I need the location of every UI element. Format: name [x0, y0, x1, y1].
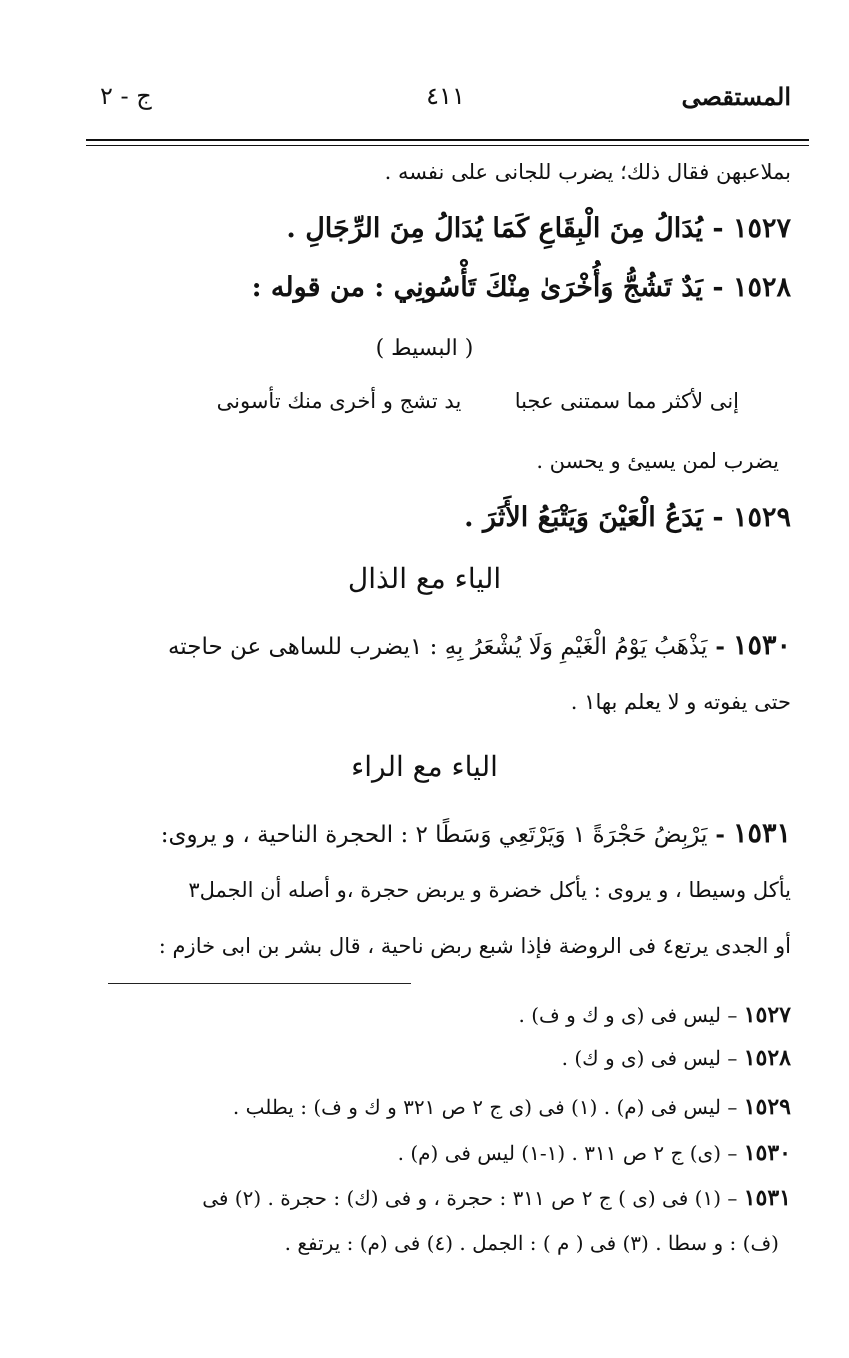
- verse-note: يضرب لمن يسيئ و يحسن .: [536, 449, 779, 473]
- footnote-number: ١٥٣٠: [743, 1140, 791, 1166]
- footnote-text: – ليس فى (م) . (١) فى (ى ج ٢ ص ٣٢١ و ك و ف) : يطلب .: [232, 1095, 738, 1119]
- running-title: المستقصى: [681, 82, 791, 111]
- header-rule-thin: [86, 145, 809, 146]
- entry-1528: [90, 272, 791, 304]
- volume-label: ج - ٢: [100, 82, 152, 110]
- entry-dash: -: [712, 213, 724, 244]
- proverb-text: يَدٌ تَشُجُّ وَأُخْرَىٰ مِنْكَ تَأْسُونِي : من قوله :: [251, 272, 703, 303]
- footnote-1527: [104, 1002, 791, 1028]
- entry-1531: [90, 818, 791, 850]
- meter-label: ( البسيط ): [375, 336, 474, 361]
- entry-1531-line-3: أو الجدى يرتع٤ فى الروضة فإذا شبع ربض ناحية ، قال بشر بن ابى خازم :: [158, 934, 791, 958]
- entry-1529: [90, 502, 791, 534]
- verse-first-hemistich: إنى لأكثر مما سمتنى عجبا: [514, 389, 739, 413]
- entry-dash: -: [712, 502, 724, 533]
- section-heading-ya-ra: الياء مع الراء: [351, 750, 498, 783]
- entry-dash: -: [712, 272, 724, 303]
- footnote-text: – ليس فى (ى و ك و ف) .: [518, 1003, 738, 1027]
- body-line-1: بملاعبهن فقال ذلك؛ يضرب للجانى على نفسه .: [384, 160, 791, 184]
- footnote-separator: [108, 983, 411, 984]
- poem-verse: [150, 389, 739, 414]
- entry-number: ١٥٢٨: [732, 272, 791, 303]
- footnote-1528: [104, 1045, 791, 1071]
- proverb-text: يَرْبِضُ حَجْرَةً ١ وَيَرْتَعِي وَسَطًا ٢ : الحجرة الناحية ، و يروى:: [160, 822, 708, 848]
- entry-1527: [90, 213, 791, 245]
- footnote-1529: [104, 1094, 791, 1120]
- footnote-1531: [104, 1185, 791, 1211]
- proverb-text: يَذْهَبُ يَوْمُ الْغَيْمِ وَلَا يُشْعَرُ بِهِ : ١يضرب للساهى عن حاجته: [167, 634, 708, 660]
- footnote-number: ١٥٢٧: [743, 1002, 791, 1028]
- page-number: ٤١١: [426, 82, 465, 110]
- footnote-1531-continued: [104, 1230, 779, 1256]
- entry-number: ١٥٢٧: [732, 213, 791, 244]
- section-heading-ya-dhal: الياء مع الذال: [347, 562, 502, 595]
- entry-1531-line-2: يأكل وسيطا ، و يروى : يأكل خضرة و يربض حجرة ،و أصله أن الجمل٣: [188, 878, 791, 902]
- footnote-text: (ف) : و سطا . (٣) فى ( م ) : الجمل . (٤) فى (م) : يرتفع .: [284, 1231, 779, 1255]
- entry-dash: -: [715, 821, 725, 848]
- proverb-text: يُدَالُ مِنَ الْبِقَاعِ كَمَا يُدَالُ مِنَ الرِّجَالِ .: [286, 213, 703, 244]
- footnote-number: ١٥٢٨: [743, 1045, 791, 1071]
- footnote-1530: [104, 1140, 791, 1166]
- footnote-text: – (ى) ج ٢ ص ٣١١ . (١-١) ليس فى (م) .: [397, 1141, 738, 1165]
- verse-second-hemistich: يد تشج و أخرى منك تأسونى: [216, 389, 462, 413]
- entry-1530-continued: حتى يفوته و لا يعلم بها١ .: [570, 690, 791, 714]
- footnote-text: – ليس فى (ى و ك) .: [561, 1046, 738, 1070]
- entry-number: ١٥٣١: [732, 818, 791, 849]
- proverb-text: يَدَعُ الْعَيْنَ وَيَتْبَعُ الأَثَرَ .: [464, 502, 703, 533]
- page-header: [100, 82, 791, 122]
- footnote-number: ١٥٢٩: [743, 1094, 791, 1120]
- footnote-text: – (١) فى (ى ) ج ٢ ص ٣١١ : حجرة ، و فى (ك) : حجرة . (٢) فى: [202, 1186, 738, 1210]
- entry-number: ١٥٢٩: [732, 502, 791, 533]
- footnote-number: ١٥٣١: [743, 1185, 791, 1211]
- entry-1530: [90, 630, 791, 662]
- header-rule-thick: [86, 139, 809, 141]
- entry-number: ١٥٣٠: [732, 630, 791, 661]
- entry-dash: -: [715, 633, 725, 660]
